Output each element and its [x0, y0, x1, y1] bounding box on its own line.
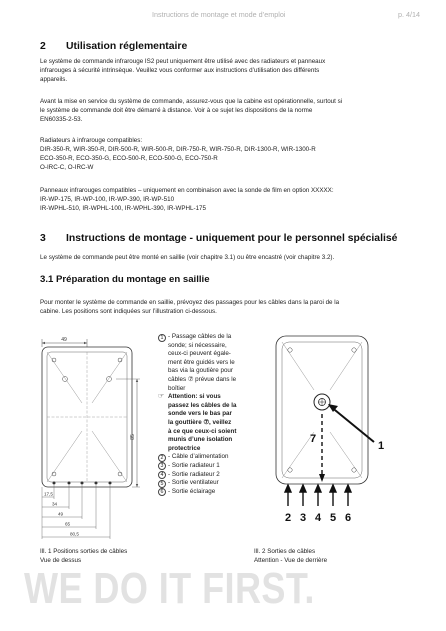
legend-text: - Sortie éclairage	[168, 487, 216, 495]
caption-line: Attention - Vue de derrière	[254, 556, 328, 564]
legend-text: câbles ⑦ prévue dans le	[168, 375, 237, 383]
legend-text: ment être guidés vers le	[168, 358, 235, 366]
attention-text: protectrice	[168, 444, 201, 452]
text-line: O-IRC-C, O-IRC-W	[40, 163, 94, 171]
legend-marker-5: 5	[158, 480, 166, 488]
attention-text: passez les câbles de la	[168, 401, 237, 409]
label-5: 5	[329, 512, 337, 524]
section-3-1-paragraph-1	[40, 299, 410, 317]
text-line: DIR-350-R, WIR-350-R, DIR-500-R, WIR-500-R, DIR-750-R, WIR-750-R, DIR-1300-R, WIR-1300-R	[40, 145, 316, 153]
attention-text: sonde vers le bas par	[168, 410, 232, 418]
legend-item-1	[158, 333, 274, 342]
section-2-number: 2	[40, 41, 46, 52]
section-3-paragraph-1	[40, 254, 410, 263]
text-line: Le système de commande peut être monté en saillie (voir chapitre 3.1) ou être encastré (voir chapitre 3.2).	[40, 254, 335, 261]
text-line: Panneaux infrarouges compatibles – uniquement en combinaison avec la sonde de film en option XXXXX:	[40, 187, 334, 194]
pointing-hand-icon: ☞	[158, 393, 165, 401]
figure-1-top-view	[30, 333, 154, 545]
legend-text: - Câble d’alimentation	[168, 453, 229, 461]
text-line: Avant la mise en service du système de commande, assurez-vous que la cabine est opérationnelle, surtout si	[40, 98, 343, 105]
legend-item-4	[158, 471, 274, 480]
document-title: Instructions de montage et mode d’emploi	[152, 10, 286, 19]
legend-text: - Sortie ventilateur	[168, 479, 219, 487]
legend-text: ceux-ci peuvent égale-	[168, 350, 231, 358]
section-2-paragraph-3	[40, 137, 410, 173]
attention-text: à ce que ceux-ci soient	[168, 427, 237, 435]
label-7: 7	[310, 433, 317, 445]
text-line: Pour monter le système de commande en saillie, prévoyez des passages pour les câbles dans la paroi de la	[40, 299, 340, 306]
dim-49: 49	[58, 511, 64, 517]
dim-34: 34	[52, 501, 58, 507]
legend-marker-2: 2	[158, 454, 166, 462]
figure-1-drawing	[30, 333, 154, 545]
text-line: appareils.	[40, 75, 68, 83]
figure-2-rear-view	[270, 332, 420, 528]
label-4: 4	[314, 512, 322, 524]
section-3-heading	[40, 233, 397, 244]
legend-text: bas via la goutière pour	[168, 367, 233, 375]
legend-text: - Sortie radiateur 1	[168, 461, 220, 469]
legend-text: sonde; si nécessaire,	[168, 341, 227, 349]
legend-marker-6: 6	[158, 488, 166, 496]
text-line: ECO-350-R, ECO-350-G, ECO-500-R, ECO-500-G, ECO-750-R	[40, 154, 218, 162]
section-2-paragraph-2	[40, 98, 410, 125]
text-line: IR-WPHL-510, IR-WPHL-100, IR-WPHL-390, IR-WPHL-175	[40, 204, 207, 212]
text-line: cabine. Les positions sont indiquées sur l’illustration ci-dessous.	[40, 307, 217, 315]
caption-line: Ill. 1 Positions sorties de câbles	[40, 548, 128, 555]
text-line: infrarouges à sécurité intrinsèque. Veuillez vous conformer aux instructions d’utilisation des différents	[40, 66, 320, 74]
legend-marker-1: 1	[158, 334, 166, 342]
page-header	[0, 10, 446, 22]
caption-line: Vue de dessus	[40, 556, 82, 564]
dim-height: 85	[130, 434, 136, 440]
label-6: 6	[344, 512, 352, 524]
legend-item-6	[158, 488, 274, 497]
section-2-paragraph-1	[40, 58, 410, 85]
text-line: le système de commande doit être démarré à distance. Voir à ce sujet les dispositions de la norme	[40, 106, 313, 114]
attention-text: la gouttière ⑦, veillez	[168, 418, 232, 426]
section-3-number: 3	[40, 233, 46, 244]
legend-marker-3: 3	[158, 462, 166, 470]
attention-text: Attention: si vous	[168, 393, 221, 401]
page-number: p. 4/14	[398, 10, 420, 19]
dim-80-5: 80,5	[70, 531, 79, 537]
caption-line: Ill. 2 Sorties de câbles	[254, 548, 316, 555]
dim-17-5: 17,5	[44, 491, 53, 497]
legend-text: boîtier	[168, 384, 186, 392]
section-2-paragraph-4	[40, 187, 410, 214]
legend-text: - Passage câbles de la	[168, 333, 232, 340]
text-line: Radiateurs à infrarouge compatibles:	[40, 137, 143, 144]
label-3: 3	[299, 512, 307, 524]
section-2-heading	[40, 41, 187, 52]
figure-legend	[158, 333, 274, 496]
label-2: 2	[284, 512, 292, 524]
legend-marker-4: 4	[158, 471, 166, 479]
text-line: Le système de commande infrarouge IS2 peut uniquement être utilisé avec des radiateurs et panneaux	[40, 58, 326, 65]
attention-note	[158, 393, 274, 402]
attention-text: munis d’une isolation	[168, 436, 233, 444]
figure-2-drawing	[270, 332, 420, 528]
legend-item-5	[158, 479, 274, 488]
section-3-1-title: 3.1 Préparation du montage en saillie	[40, 274, 210, 285]
text-line: EN60335-2-53.	[40, 115, 83, 123]
legend-item-3	[158, 462, 274, 471]
label-1: 1	[378, 440, 385, 452]
text-line: IR-WP-175, IR-WP-100, IR-WP-390, IR-WP-510	[40, 195, 175, 203]
legend-text: - Sortie radiateur 2	[168, 470, 220, 478]
dim-top-width: 49	[61, 337, 67, 343]
dim-65: 65	[65, 521, 71, 527]
section-3-title: Instructions de montage - uniquement pour le personnel spécialisé	[66, 233, 398, 244]
footer-slogan: WE DO IT FIRST.	[24, 564, 315, 613]
section-2-title: Utilisation réglementaire	[66, 41, 188, 52]
legend-item-2	[158, 453, 274, 462]
